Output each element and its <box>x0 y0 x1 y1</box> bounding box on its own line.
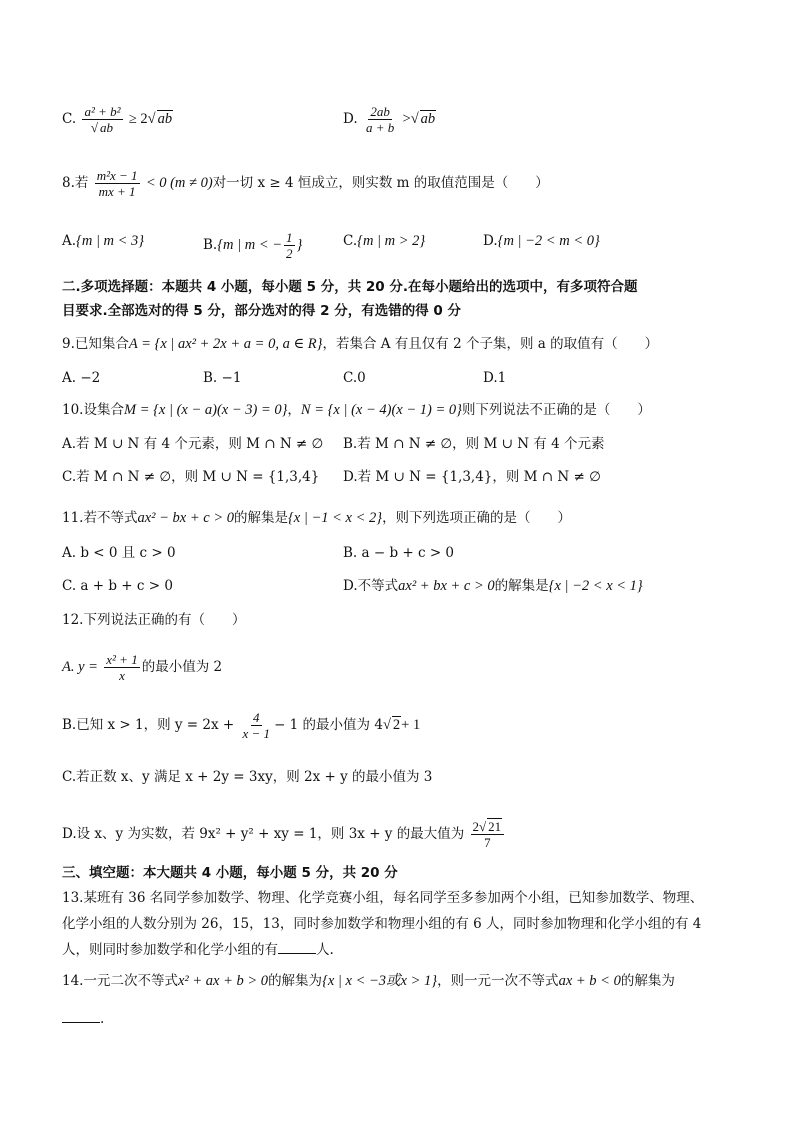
q7-option-c: C. $\frac{\text{a² + b²}}{√ ab}$ ≥ 2√ ab <box>62 104 173 135</box>
q11-option-d: D.不等式ax² + bx + c > 0的解集是{x | −2 < x < 1} <box>343 578 643 594</box>
section2-heading-line1: 二.多项选择题：本题共 4 小题，每小题 5 分，共 20 分.在每小题给出的选项中，有多项符合题 <box>62 279 638 295</box>
q8-option-a: A.{m | m < 3} <box>62 233 145 249</box>
q10-option-c: C.若 M ∩ N ≠ ∅，则 M ∪ N = {1,3,4} <box>62 469 320 485</box>
q12-option-c: C.若正数 x、y 满足 x + 2y = 3xy，则 2x + y 的最小值为 3 <box>62 769 433 785</box>
q12-option-b: B.已知 x > 1，则 y = 2x + $\frac{4}{x - 1}$ − 1 的最小值为 4√ 2+ 1 <box>62 710 421 741</box>
q12-option-d: D.设 x、y 为实数，若 9x² + y² + xy = 1，则 3x + y 的最大值为 $\frac{2√ 21}{7}$ <box>62 819 506 850</box>
q11-stem: 11.若不等式ax² − bx + c > 0的解集是{x | −1 < x < 2}，则下列选项正确的是（ ） <box>62 510 572 526</box>
q8-fraction: $\frac{\text{m²x − 1}}{mx + 1}$ <box>96 168 138 199</box>
q14-line2: . <box>62 1008 104 1030</box>
q8-option-b: B.{m | m < − $\frac{1}{2}$ } <box>203 230 303 261</box>
q9-stem: 9.已知集合A = {x | ax² + 2x + a = 0, a ∈ R}，若集合 A 有且仅有 2 个子集，则 a 的取值有（ ） <box>62 336 659 352</box>
q11-option-a: A. b < 0 且 c > 0 <box>62 545 176 561</box>
q12-stem: 12.下列说法正确的有（ ） <box>62 612 246 628</box>
section3-heading: 三、填空题：本大题共 4 小题，每小题 5 分，共 20 分 <box>62 865 398 881</box>
q9-option-d: D.1 <box>483 370 507 386</box>
q10-stem: 10.设集合M = {x | (x − a)(x − 3) = 0}，N = {x | (x − 4)(x − 1) = 0}则下列说法不正确的是（ ） <box>62 402 651 418</box>
q10-option-a: A.若 M ∪ N 有 4 个元素，则 M ∩ N ≠ ∅ <box>62 436 324 452</box>
q7-option-d: D. $\frac{2ab}{a + b}$ >√ ab <box>343 104 436 135</box>
q13-answer-blank[interactable] <box>278 939 316 954</box>
q13-line1: 13.某班有 36 名同学参加数学、物理、化学竞赛小组，每名同学至多参加两个小组，已知参加数学、物理、 <box>62 890 704 906</box>
q10-option-b: B.若 M ∩ N ≠ ∅，则 M ∪ N 有 4 个元素 <box>343 436 605 452</box>
q12-b-fraction: $\frac{4}{x - 1}$ <box>242 710 271 741</box>
q12-d-fraction: $\frac{2√ 21}{7}$ <box>471 819 505 850</box>
q14-answer-blank[interactable] <box>62 1008 100 1023</box>
q11-option-b: B. a − b + c > 0 <box>343 545 455 561</box>
q13-line3: 人，则同时参加数学和化学小组的有 人. <box>62 939 334 961</box>
q8-stem: 8.若 $\frac{\text{m²x − 1}}{mx + 1}$ < 0 (m ≠ 0)对一切 x ≥ 4 恒成立，则实数 m 的取值范围是（ ） <box>62 168 549 199</box>
q9-option-b: B. −1 <box>203 370 242 386</box>
q12-option-a: A. y = $\frac{\text{x² + 1}}{x}$ 的最小值为 2 <box>62 652 223 683</box>
q8-option-d: D.{m | −2 < m < 0} <box>483 233 600 249</box>
q9-option-a: A. −2 <box>62 370 101 386</box>
q7-d-fraction: $\frac{2ab}{a + b}$ <box>365 104 395 135</box>
q12-a-fraction: $\frac{\text{x² + 1}}{x}$ <box>106 652 138 683</box>
q13-line2: 化学小组的人数分别为 26，15，13，同时参加数学和物理小组的有 6 人，同时参加物理和化学小组的有 4 <box>62 916 702 932</box>
q7-c-fraction: $\frac{\text{a² + b²}}{√ ab}$ <box>84 104 121 135</box>
q8-option-c: C.{m | m > 2} <box>343 233 426 249</box>
q9-option-c: C.0 <box>343 370 366 386</box>
q14-stem: 14.一元二次不等式x² + ax + b > 0的解集为{x | x < −3或x > 1}，则一元一次不等式ax + b < 0的解集为 <box>62 973 675 989</box>
q8-b-fraction: $\frac{1}{2}$ <box>286 230 293 261</box>
q11-option-c: C. a + b + c > 0 <box>62 578 173 594</box>
section2-heading-line2: 目要求.全部选对的得 5 分，部分选对的得 2 分，有选错的得 0 分 <box>62 303 462 319</box>
q10-option-d: D.若 M ∪ N = {1,3,4}，则 M ∩ N ≠ ∅ <box>343 469 601 485</box>
